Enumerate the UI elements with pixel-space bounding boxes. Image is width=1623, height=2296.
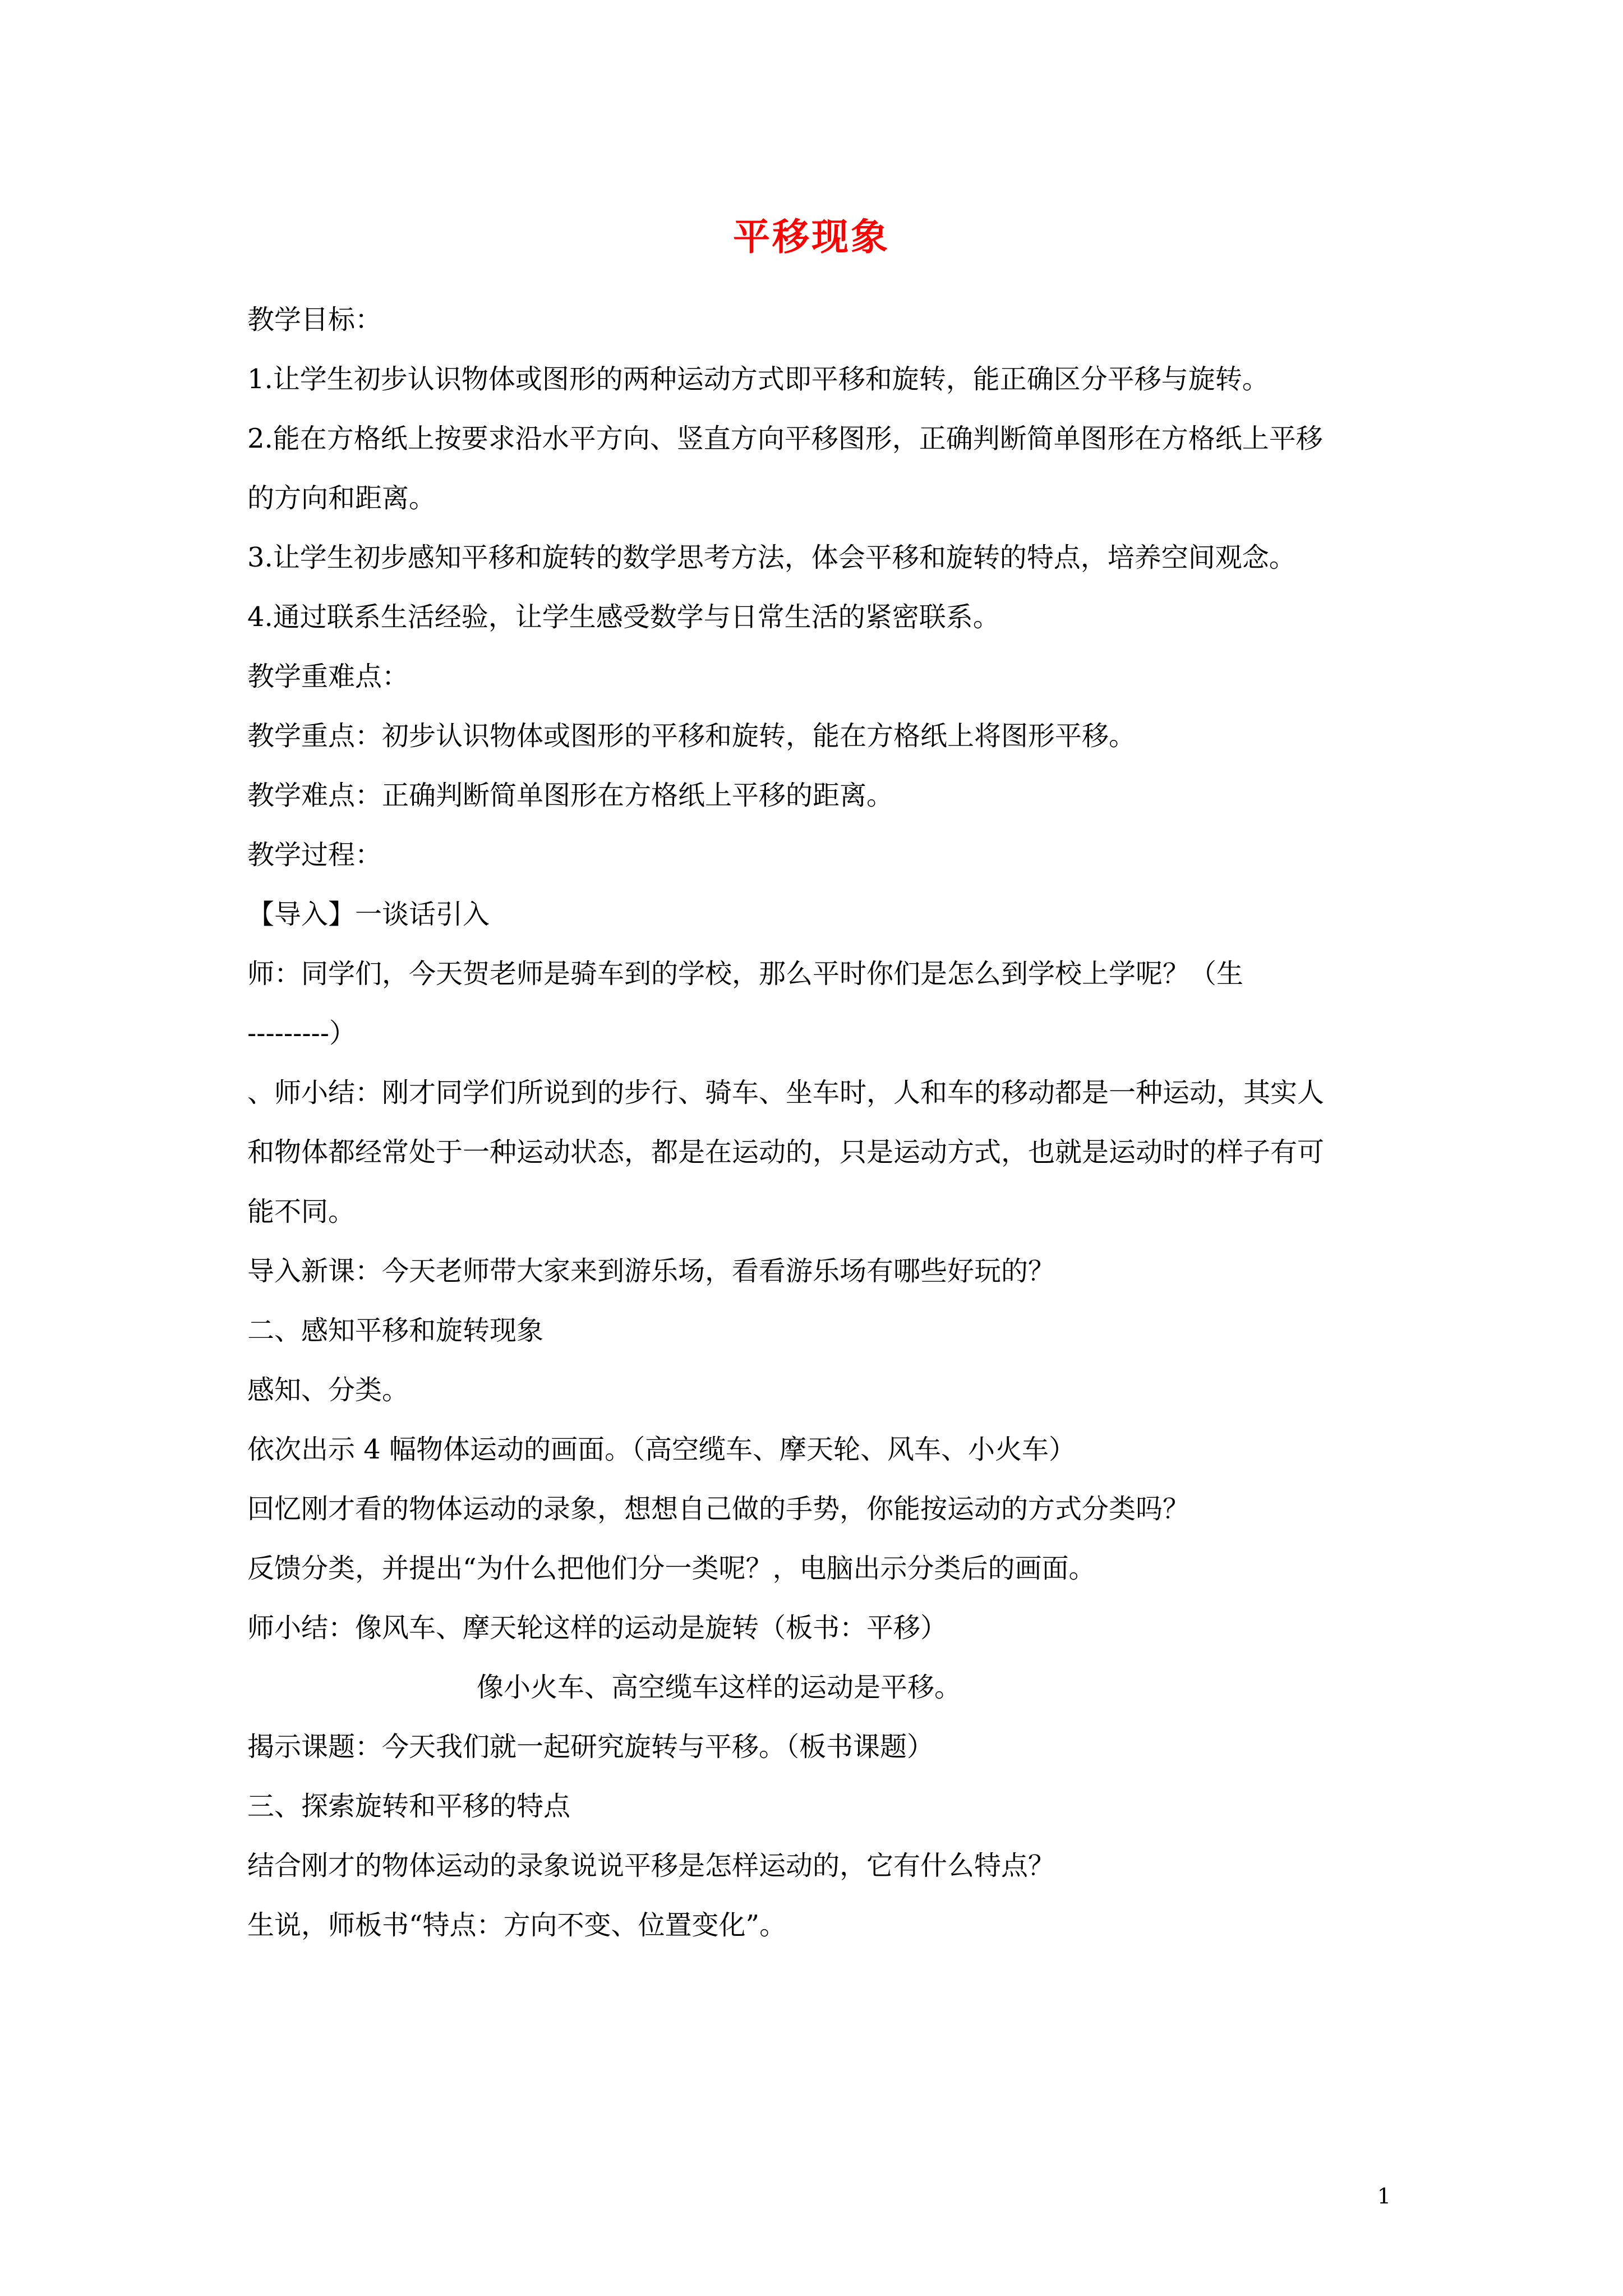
text-line: 4.通过联系生活经验，让学生感受数学与日常生活的紧密联系。 [247, 601, 1000, 633]
text-line: ---------） [247, 1018, 356, 1049]
text-line: 导入新课：今天老师带大家来到游乐场，看看游乐场有哪些好玩的？ [247, 1255, 1055, 1287]
text-line: 教学过程： [247, 839, 382, 871]
text-line: 反馈分类，并提出“为什么把他们分一类呢？，电脑出示分类后的画面。 [247, 1553, 1096, 1584]
text-line: 、师小结：刚才同学们所说到的步行、骑车、坐车时，人和车的移动都是一种运动，其实人 [247, 1077, 1325, 1108]
text-line: 教学重点：初步认识物体或图形的平移和旋转，能在方格纸上将图形平移。 [247, 720, 1136, 752]
text-line: 教学难点：正确判断简单图形在方格纸上平移的距离。 [247, 780, 894, 811]
text-line: 教学目标： [247, 304, 382, 335]
section-heading: 三、探索旋转和平移的特点 [247, 1791, 571, 1822]
text-line: 3.让学生初步感知平移和旋转的数学思考方法，体会平移和旋转的特点，培养空间观念。 [247, 542, 1296, 573]
page-number: 1 [1377, 2184, 1391, 2208]
text-line: 感知、分类。 [247, 1374, 409, 1406]
text-line: 回忆刚才看的物体运动的录象，想想自己做的手势，你能按运动的方式分类吗？ [247, 1493, 1190, 1525]
text-line: 揭示课题：今天我们就一起研究旋转与平移。（板书课题） [247, 1731, 934, 1763]
text-line: 依次出示 4 幅物体运动的画面。（高空缆车、摩天轮、风车、小火车） [247, 1434, 1076, 1465]
text-line: 师：同学们，今天贺老师是骑车到的学校，那么平时你们是怎么到学校上学呢？（生 [247, 958, 1244, 990]
section-heading: 二、感知平移和旋转现象 [247, 1315, 544, 1346]
text-line: 和物体都经常处于一种运动状态，都是在运动的，只是运动方式，也就是运动时的样子有可 [247, 1137, 1325, 1168]
text-line: 的方向和距离。 [247, 482, 436, 514]
page-title: 平移现象 [733, 215, 890, 259]
text-line: 像小火车、高空缆车这样的运动是平移。 [477, 1672, 962, 1703]
text-line: 生说，师板书“特点：方向不变、位置变化”。 [247, 1910, 787, 1941]
text-line: 结合刚才的物体运动的录象说说平移是怎样运动的，它有什么特点？ [247, 1850, 1055, 1881]
text-line: 【导入】一谈话引入 [247, 899, 490, 930]
text-line: 2.能在方格纸上按要求沿水平方向、竖直方向平移图形，正确判断简单图形在方格纸上平移 [247, 423, 1323, 454]
text-line: 教学重难点： [247, 661, 409, 692]
text-line: 师小结：像风车、摩天轮这样的运动是旋转（板书：平移） [247, 1612, 948, 1644]
text-line: 1.让学生初步认识物体或图形的两种运动方式即平移和旋转，能正确区分平移与旋转。 [247, 364, 1269, 395]
text-line: 能不同。 [247, 1196, 356, 1227]
